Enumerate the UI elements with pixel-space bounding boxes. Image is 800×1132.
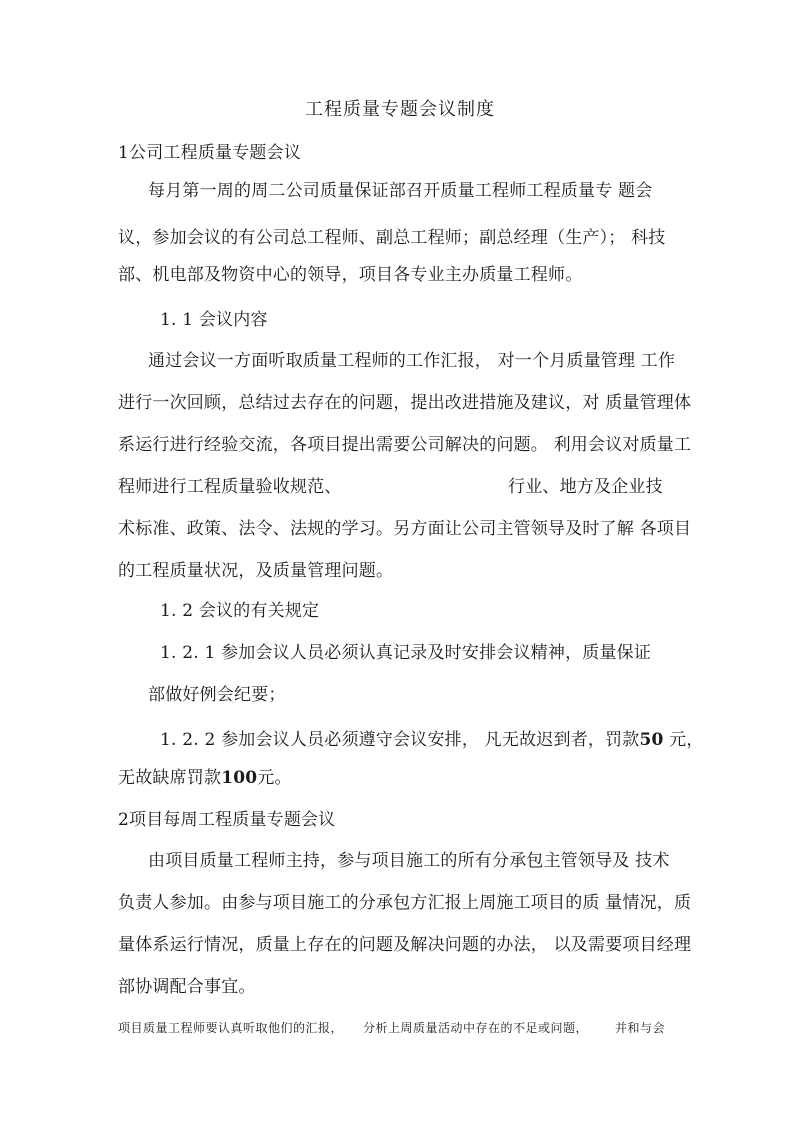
section-1-paragraph-line: 议，参加会议的有公司总工程师、副总工程师；副总经理（生产）； 科技	[118, 228, 666, 248]
fine-unit: 元，	[663, 730, 704, 750]
rule-1-2-2-line	[160, 729, 704, 751]
footer-line-part: 并和与会	[615, 1021, 666, 1035]
section-1-paragraph-line: 部、机电部及物资中心的领导，项目各专业主办质量工程师。	[118, 265, 583, 285]
subsection-1-1-line: 系运行进行经验交流，各项目提出需要公司解决的问题。 利用会议对质量工	[118, 435, 692, 455]
section-2-paragraph-line: 负责人参加。由参与项目施工的分承包方汇报上周施工项目的质 量情况，质	[118, 893, 692, 913]
section-2-paragraph-line: 部协调配合事宜。	[118, 977, 256, 997]
rule-1-2-2-line	[118, 767, 292, 789]
section-2-paragraph-line: 由项目质量工程师主持，参与项目施工的所有分承包主管领导及 技术	[148, 851, 670, 871]
subsection-1-1-line: 程师进行工程质量验收规范、	[118, 477, 342, 497]
rule-1-2-1-line: 部做好例会纪要；	[148, 685, 286, 705]
section-1-paragraph-line: 每月第一周的周二公司质量保证部召开质量工程师工程质量专 题会	[148, 181, 653, 201]
subsection-1-1-line: 通过会议一方面听取质量工程师的工作汇报， 对一个月质量管理 工作	[148, 351, 676, 371]
rule-1-2-2-text: 1. 2. 2 参加会议人员必须遵守会议安排， 凡无故迟到者，罚款	[160, 730, 640, 750]
subsection-1-1-line: 进行一次回顾，总结过去存在的问题，提出改进措施及建议，对 质量管理体	[118, 393, 692, 413]
rule-1-2-1-line: 1. 2. 1 参加会议人员必须认真记录及时安排会议精神，质量保证	[160, 643, 652, 663]
subsection-1-1-line-continued: 行业、地方及企业技	[508, 477, 663, 497]
footer-line-part: 分析上周质量活动中存在的不足或问题，	[363, 1021, 589, 1035]
absence-fine-unit: 元。	[257, 768, 292, 788]
subsection-1-1-line: 术标准、政策、法令、法规的学习。另方面让公司主管领导及时了解 各项目	[118, 519, 692, 539]
fine-late-amount: 50	[639, 730, 664, 750]
footer-line-part: 项目质量工程师要认真听取他们的汇报，	[118, 1021, 344, 1035]
subsection-1-1-heading: 1. 1 会议内容	[160, 310, 268, 330]
page-title: 工程质量专题会议制度	[305, 99, 495, 120]
subsection-1-2-heading: 1. 2 会议的有关规定	[160, 601, 320, 621]
fine-absence-amount: 100	[221, 768, 258, 788]
absence-fine-text: 无故缺席罚款	[118, 768, 222, 788]
section-2-paragraph-line: 量体系运行情况，质量上存在的问题及解决问题的办法， 以及需要项目经理	[118, 935, 692, 955]
section-2-heading: 2项目每周工程质量专题会议	[118, 810, 336, 830]
section-1-heading: 1公司工程质量专题会议	[118, 143, 302, 163]
subsection-1-1-line: 的工程质量状况，及质量管理问题。	[118, 561, 394, 581]
